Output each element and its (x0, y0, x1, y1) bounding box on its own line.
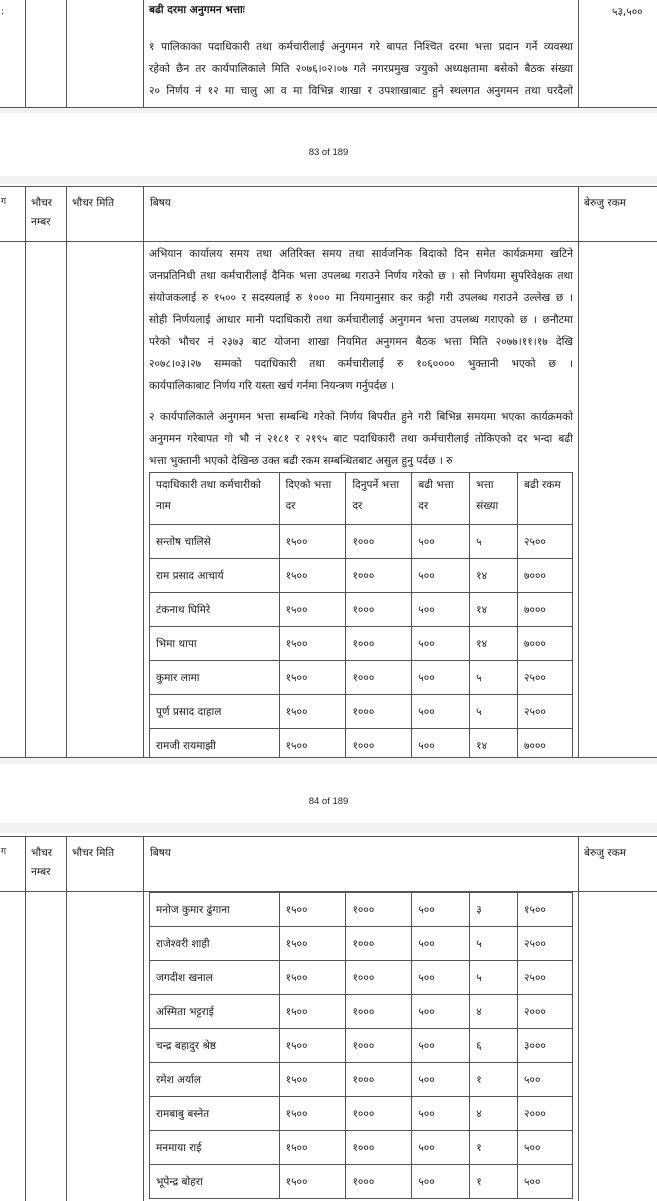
column-divider (143, 186, 144, 757)
cell-value: ५०० (412, 1029, 470, 1063)
table-row (150, 593, 573, 627)
cell-value: १५०० (279, 893, 346, 927)
page-fragment-3 (0, 833, 657, 1201)
table-row (150, 1063, 573, 1097)
cell-value: १ (470, 1165, 518, 1199)
cell-value: ७००० (518, 729, 573, 763)
cell-marker: : (1, 7, 5, 17)
cell-value: ५०० (518, 1165, 573, 1199)
cell-value: ५०० (412, 1131, 470, 1165)
cell-value: २५०० (518, 961, 573, 995)
table-row (150, 661, 573, 695)
cell-value: ५ (470, 961, 518, 995)
table-row (150, 995, 573, 1029)
cell-name: पूर्ण प्रसाद दाहाल (150, 695, 280, 729)
cell-value: १५०० (279, 1097, 346, 1131)
paragraph-line: २०७८।०३।२७ सम्मको पदाधिकारी तथा कर्मचारीलाई रु १०६०००० भुक्तानी भएको छ । (149, 358, 573, 370)
cell-name: रमेश अर्याल (150, 1063, 280, 1097)
cell-value: ४ (470, 1097, 518, 1131)
allowance-table-continued (149, 892, 573, 1199)
cell-value: १४ (470, 729, 518, 763)
table-row (150, 695, 573, 729)
header-amount: बेरुजु रकम (584, 847, 627, 859)
cell-value: ५ (470, 927, 518, 961)
cell-value: १००० (346, 1029, 412, 1063)
column-divider (578, 0, 579, 108)
paragraph-line: रहेको छैन तर कार्यपालिकाले मिति २०७६।०२।०७ गते नगरप्रमुख ज्युको अध्यक्षतामा बसेको बैठक संख्या (149, 63, 573, 75)
table-row (150, 559, 573, 593)
cell-value: १५०० (279, 729, 346, 763)
row-divider (0, 836, 657, 837)
column-divider (578, 836, 579, 1201)
paragraph-line: २ कार्यपालिकाले अनुगमन भत्ता सम्बन्धि गरेको निर्णय बिपरीत हुने गरी बिभिन्न समयमा भएका कार्यक्रमको (149, 411, 573, 423)
cell-value: १५०० (279, 1131, 346, 1165)
paragraph-line: परेको भौचर नं २३७३ बाट योजना शाखा नियमित अनुगमन बैठक भत्ता मिति २०७७।११।१७ देखि (149, 336, 573, 348)
col-header: दिनुपर्ने भत्ता दर (346, 473, 412, 525)
cell-value: १५०० (279, 695, 346, 729)
col-header: बढी रकम (518, 473, 573, 525)
section-heading: बढी दरमा अनुगमन भत्ताः (149, 4, 245, 16)
cell-value: ५०० (412, 525, 470, 559)
cell-name: मनोज कुमार ढुंगाना (150, 893, 280, 927)
cell-value: १००० (346, 559, 412, 593)
cell-value: ४ (470, 995, 518, 1029)
header-voucher-date: भौचर मिति (72, 847, 115, 859)
cell-value: ५०० (412, 1097, 470, 1131)
page-gap (0, 758, 657, 764)
cell-value: १५०० (279, 627, 346, 661)
cell-value: १००० (346, 893, 412, 927)
amount-value: ५३,५०० (612, 6, 643, 18)
paragraph-line: २० निर्णय नं १२ मा चालु आ व मा विभिन्न शाखा र उपशाखाबाट हुने स्थलगत अनुगमन तथा घरदैलो (149, 85, 573, 97)
allowance-table (149, 472, 573, 763)
cell-value: २५०० (518, 525, 573, 559)
header-subject: बिषय (150, 847, 171, 859)
table-row (150, 1097, 573, 1131)
paragraph (149, 243, 573, 397)
column-divider (143, 836, 144, 1201)
cell-marker: ग (1, 197, 7, 207)
cell-value: ५०० (412, 927, 470, 961)
cell-name: अस्मिता भट्टराई (150, 995, 280, 1029)
cell-value: १ (470, 1131, 518, 1165)
col-header: बढी भत्ता दर (412, 473, 470, 525)
page-gap (0, 176, 657, 184)
cell-value: १४ (470, 593, 518, 627)
cell-name: जगदीश खनाल (150, 961, 280, 995)
paragraph (149, 406, 573, 472)
cell-value: ५०० (412, 695, 470, 729)
cell-value: १५०० (279, 1029, 346, 1063)
column-divider (66, 836, 67, 1201)
cell-name: राम प्रसाद आचार्य (150, 559, 280, 593)
cell-value: १००० (346, 927, 412, 961)
cell-value: ५ (470, 661, 518, 695)
cell-value: १४ (470, 559, 518, 593)
cell-value: ५०० (412, 1165, 470, 1199)
paragraph-line: कार्यपालिकाबाट निर्णय गरि यस्ता खर्च गर्नमा नियन्त्रण गर्नुपर्दछ । (149, 380, 395, 392)
cell-value: १५०० (279, 661, 346, 695)
cell-name: टंकनाथ घिमिरे (150, 593, 280, 627)
cell-name: मनमाया राई (150, 1131, 280, 1165)
table-row (150, 961, 573, 995)
cell-value: १५०० (279, 1063, 346, 1097)
table-row (150, 1029, 573, 1063)
cell-marker: ग (1, 847, 7, 857)
cell-value: १००० (346, 661, 412, 695)
header-voucher-date: भौचर मिति (72, 197, 115, 209)
cell-value: ७००० (518, 559, 573, 593)
cell-value: ५ (470, 695, 518, 729)
cell-value: १००० (346, 695, 412, 729)
cell-value: १००० (346, 593, 412, 627)
cell-value: ५०० (412, 729, 470, 763)
cell-value: ५०० (412, 893, 470, 927)
cell-value: ५०० (412, 593, 470, 627)
cell-value: १५०० (518, 893, 573, 927)
paragraph-line: सोही निर्णयलाई आधार मानी पदाधिकारी तथा कर्मचारीलाई अनुगमन भत्ता उपलब्ध गराएको छ । छनौटमा (149, 314, 573, 326)
cell-value: २५०० (518, 661, 573, 695)
cell-name: रामबाबु बस्नेत (150, 1097, 280, 1131)
cell-value: १५०० (279, 525, 346, 559)
col-header: दिएको भत्ता दर (279, 473, 346, 525)
cell-name: भूपेन्द्र बोहरा (150, 1165, 280, 1199)
page-number: 83 of 189 (308, 147, 349, 158)
header-voucher-number: भौचर नम्बर (31, 847, 53, 878)
cell-value: ५०० (412, 995, 470, 1029)
cell-name: सन्तोष चालिसे (150, 525, 280, 559)
cell-value: ५ (470, 525, 518, 559)
cell-value: ५०० (412, 1063, 470, 1097)
col-header: भत्ता संख्या (470, 473, 518, 525)
cell-value: १००० (346, 995, 412, 1029)
row-divider (0, 186, 657, 187)
paragraph-line: अनुगमन गरेबापत गो भौ नं २१८१ र २१९५ बाट पदाधिकारी तथा कर्मचारीलाई तोकिएको दर भन्दा बढी (149, 433, 573, 445)
column-divider (143, 0, 144, 108)
column-divider (578, 186, 579, 757)
paragraph-line: १ पालिकाका पदाधिकारी तथा कर्मचारीलाई अनुगमन गरे बापत निश्चित दरमा भत्ता प्रदान गर्ने व्यवस्था (149, 41, 573, 53)
cell-value: ५०० (518, 1063, 573, 1097)
table-header-row (150, 473, 573, 525)
cell-value: ६ (470, 1029, 518, 1063)
cell-value: २००० (518, 995, 573, 1029)
cell-value: १५०० (279, 927, 346, 961)
table-row (150, 927, 573, 961)
row-divider (0, 241, 657, 242)
cell-value: १००० (346, 1165, 412, 1199)
cell-value: १ (470, 1063, 518, 1097)
cell-value: १५०० (279, 593, 346, 627)
cell-value: १००० (346, 1097, 412, 1131)
cell-value: २५०० (518, 695, 573, 729)
header-subject: बिषय (150, 197, 171, 209)
cell-value: ५०० (412, 961, 470, 995)
cell-value: १००० (346, 627, 412, 661)
cell-value: ५०० (412, 661, 470, 695)
cell-value: ५०० (412, 559, 470, 593)
cell-value: १५०० (279, 995, 346, 1029)
cell-value: २५०० (518, 927, 573, 961)
cell-value: १००० (346, 1131, 412, 1165)
column-divider (25, 0, 26, 108)
page-fragment-2 (0, 184, 657, 758)
cell-value: ३ (470, 893, 518, 927)
paragraph-line: जनप्रतिनिधी तथा कर्मचारीलाई दैनिक भत्ता उपलब्ध गराउने निर्णय गरेको छ । सो निर्णयमा सुपरिवेक्षक तथा (149, 270, 573, 282)
column-divider (25, 186, 26, 757)
cell-name: भिमा थापा (150, 627, 280, 661)
table-row (150, 1131, 573, 1165)
cell-name: कुमार लामा (150, 661, 280, 695)
cell-value: १००० (346, 1063, 412, 1097)
cell-value: १००० (346, 729, 412, 763)
cell-value: १००० (346, 961, 412, 995)
cell-value: १५०० (279, 1165, 346, 1199)
cell-value: ७००० (518, 627, 573, 661)
paragraph (149, 36, 573, 102)
paragraph-line: संयोजकलाई रु १५०० र सदस्यलाई रु १००० मा नियमानुसार कर कट्टी गरी उपलब्ध गराउने उल्लेख छ । (149, 292, 573, 304)
cell-value: १५०० (279, 961, 346, 995)
cell-name: रामजी रायमाझी (150, 729, 280, 763)
page-gap (0, 823, 657, 833)
cell-name: चन्द्र बहादुर श्रेष्ठ (150, 1029, 280, 1063)
cell-value: १००० (346, 525, 412, 559)
table-row (150, 525, 573, 559)
cell-value: ५०० (518, 1131, 573, 1165)
table-row (150, 627, 573, 661)
cell-value: ७००० (518, 593, 573, 627)
cell-name: राजेश्वरी शाही (150, 927, 280, 961)
table-row (150, 1165, 573, 1199)
cell-value: ५०० (412, 627, 470, 661)
page-gap (0, 108, 657, 113)
column-divider (66, 186, 67, 757)
col-header: पदाधिकारी तथा कर्मचारीको नाम (150, 473, 280, 525)
cell-value: १४ (470, 627, 518, 661)
paragraph-line: भत्ता भुक्तानी भएको देखिन्छ उक्त बढी रकम सम्बन्धितबाट असुल हुनु पर्दछ । रु (149, 455, 453, 467)
paragraph-line: अभियान कार्यालय समय तथा अतिरिक्त समय तथा सार्वजनिक बिदाको दिन समेत कार्यक्रममा खटिने (149, 248, 573, 260)
page-number: 84 of 189 (308, 796, 349, 807)
column-divider (25, 836, 26, 1201)
table-row (150, 893, 573, 927)
column-divider (66, 0, 67, 108)
cell-value: ३००० (518, 1029, 573, 1063)
cell-value: १५०० (279, 559, 346, 593)
page-fragment-1 (0, 0, 657, 108)
cell-value: २००० (518, 1097, 573, 1131)
header-amount: बेरुजु रकम (584, 197, 627, 209)
header-voucher-number: भौचर नम्बर (31, 197, 53, 228)
